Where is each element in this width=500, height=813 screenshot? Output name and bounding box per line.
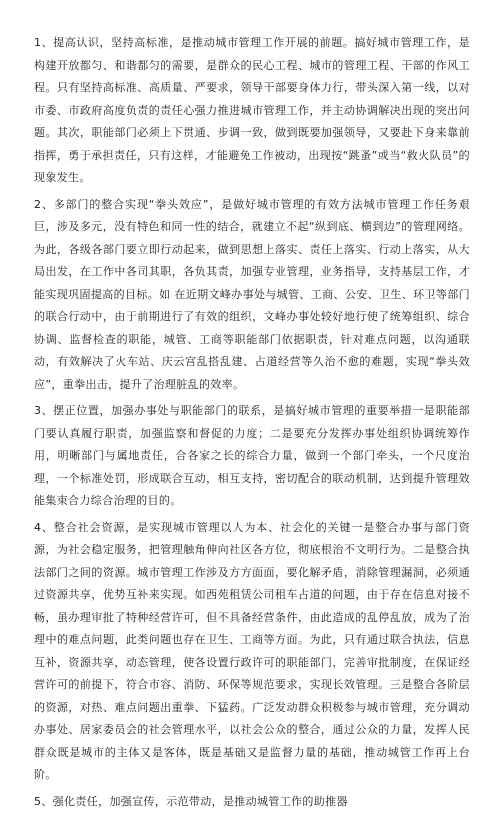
paragraph-5: 5、强化责任，加强宣传，示范带动，是推动城管工作的助推器 (34, 791, 470, 813)
paragraph-2: 2、多部门的整合实现“拳头效应”，是做好城市管理的有效方法城市管理工作任务艰巨，涉及多元，没有特色和同一性的结合，就建立不起“纵到底、横到边”的管理网络。为此，各级各部门要立即行动起来，做到思想上落实、责任上落实、行动上落实，从大局出发，在工作中各司其职，各负其责，加强专业管理，业务指导，支持基层工作，才能实现巩固提高的目标。如 在近期文峰办事处与城管、工商、公安、卫生、环卫等部门的联合行动中，由于前期进行了有效的组织，文峰办事处较好地行使了统筹组织、综合协调、监督检查的职能，城管、工商等职能部门依据职责，针对难点问题，以沟通联动，有效解决了火车站、庆云宫乱搭乱建、占道经营等久治不愈的难题，实现“拳头效应”，重拳出击，提升了治理脏乱的效率。 (34, 194, 470, 397)
paragraph-1: 1、提高认识，坚持高标准，是推动城市管理工作开展的前题。搞好城市管理工作，是构建开放都匀、和谐都匀的需要，是群众的民心工程、城市的管理工程、干部的作风工程。只有坚持高标准、高质量、严要求，领导干部要身体力行，带头深入第一线，以对市委、市政府高度负责的责任心强力推进城市管理工作，并主动协调解决出现的突出问题。其次，职能部门必须上下贯通、步调一致，做到既要加强领导，又要赴下身来靠前指挥，勇于承担责任，只有这样，才能避免工作被动，出现按“跳蚤”或当“救火队员”的现象发生。 (34, 32, 470, 190)
paragraph-4: 4、整合社会资源，是实现城市管理以人为本、社会化的关键一是整合办事与部门资源，为社会稳定服务，把管理触角伸向社区各方位，彻底根治不文明行为。二是整合执法部门之间的资源。城市管理工作涉及方方面面，要化解矛盾，消除管理漏洞，必须通过资源共享，优势互补来实现。如西苑租赁公司租车占道的问题，由于存在信息对接不畅，虽办理审批了特种经营许可，但不具备经营条件，由此造成的乱停乱放，成为了治理中的难点问题，此类问题也存在卫生、工商等方面。为此，只有通过联合执法，信息互补，资源共享，动态管理，使各设置行政许可的职能部门，完善审批制度，在保证经营许可的前提下，符合市容、消防、环保等规范要求，实现长效管理。三是整合各阶层的资源，对热、难点问题出重拳、下猛药。广泛发动群众积极参与城市管理，充分调动办事处、居家委员会的社会管理水平，以社会公众的整合，通过公众的力量，发挥人民群众既是城市的主体又是客体，既是基础又是监督力量的基础，推动城管工作再上台阶。 (34, 517, 470, 787)
paragraph-3: 3、摆正位置，加强办事处与职能部门的联系，是搞好城市管理的重要举措一是职能部门要认真履行职责，加强监察和督促的力度；二是要充分发挥办事处组织协调统筹作用，明晰部门与属地责任，合各家之长的综合力量，做到一个部门牵头，一个尺度治理，一个标准处罚，形成联合互动，相互支持，密切配合的联动机制，达到提升管理效能集束合力综合治理的目的。 (34, 400, 470, 513)
